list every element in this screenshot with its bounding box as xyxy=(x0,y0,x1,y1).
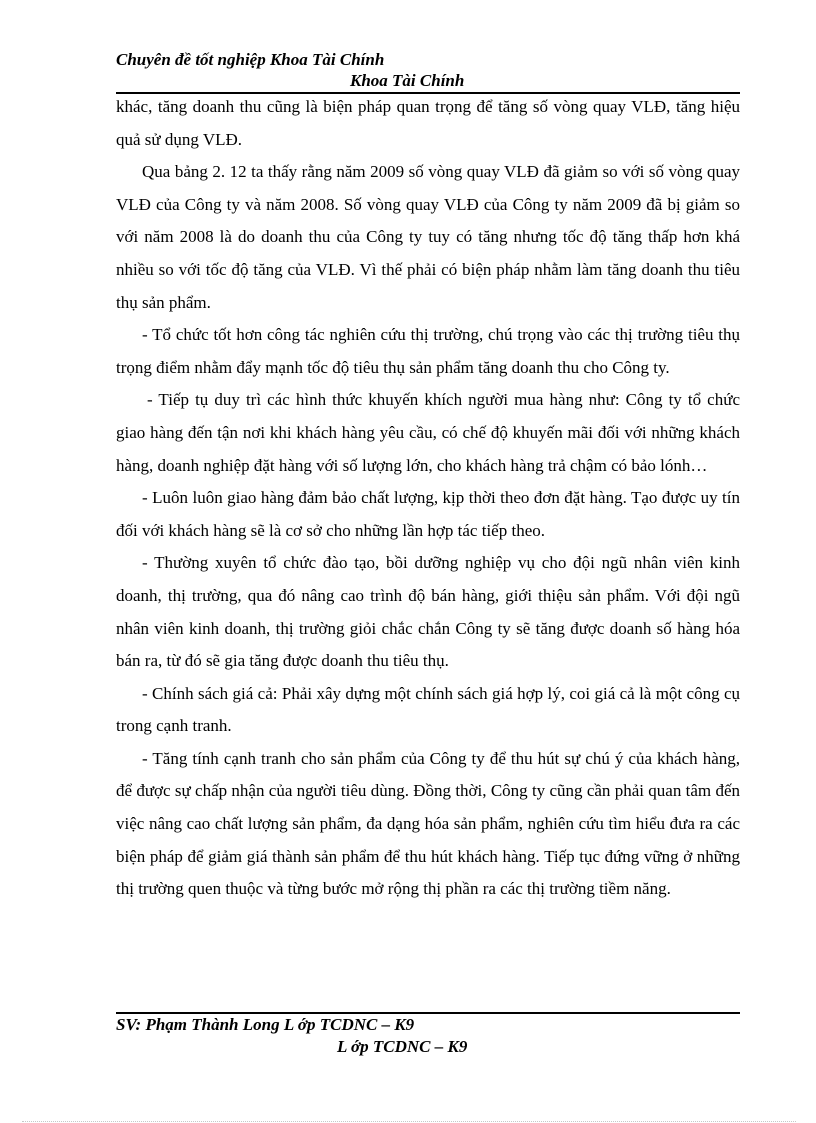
footer-student: SV: Phạm Thành Long L ớp TCDNC – K9 xyxy=(116,1015,415,1034)
header-subtitle: Khoa Tài Chính xyxy=(350,71,465,90)
header-title: Chuyên đề tốt nghiệp Khoa Tài Chính xyxy=(116,50,385,69)
document-body xyxy=(116,91,740,906)
paragraph-pricing: - Chính sách giá cả: Phải xây dựng một chính sách giá hợp lý, coi giá cả là một công cụ trong cạnh tranh. xyxy=(116,683,740,736)
paragraph-training: - Thường xuyên tổ chức đào tạo, bồi dưỡng nghiệp vụ cho đội ngũ nhân viên kinh doanh, thị trường, qua đó nâng cao trình độ bán hàng, giới thiệu sản phẩm. Với đội ngũ nhân viên kinh doanh, thị trường giỏi chắc chắn Công ty sẽ tăng được doanh số hàng hóa bán ra, từ đó sẽ gia tăng được doanh thu tiêu thụ. xyxy=(116,553,740,671)
paragraph-analysis: Qua bảng 2. 12 ta thấy rằng năm 2009 số vòng quay VLĐ đã giảm so với số vòng quay VLĐ của Công ty và năm 2008. Số vòng quay VLĐ của Công ty năm 2009 đã bị giảm so với năm 2008 là do doanh thu của Công ty tuy có tăng nhưng tốc độ tăng thấp hơn khá nhiều so với tốc độ tăng của VLĐ. Vì thế phải có biện pháp nhằm làm tăng doanh thu tiêu thụ sản phẩm. xyxy=(116,162,740,312)
footer-rule xyxy=(116,1012,740,1014)
page-edge-dots xyxy=(22,1121,796,1122)
paragraph-promotion: - Tiếp tụ duy trì các hình thức khuyến khích người mua hàng như: Công ty tổ chức giao hàng đến tận nơi khi khách hàng yêu cầu, có chế độ khuyến mãi đối với những khách hàng, doanh nghiệp đặt hàng với số lượng lớn, cho khách hàng trả chậm có bảo lónh… xyxy=(116,390,740,475)
paragraph-delivery: - Luôn luôn giao hàng đảm bảo chất lượng, kịp thời theo đơn đặt hàng. Tạo được uy tín đối với khách hàng sẽ là cơ sở cho những lần hợp tác tiếp theo. xyxy=(116,488,740,540)
paragraph-market-research: - Tổ chức tốt hơn công tác nghiên cứu thị trường, chú trọng vào các thị trường tiêu thụ trọng điểm nhằm đẩy mạnh tốc độ tiêu thụ sản phẩm tăng doanh thu cho Công ty. xyxy=(116,325,740,377)
paragraph-continuation: khác, tăng doanh thu cũng là biện pháp quan trọng để tăng số vòng quay VLĐ, tăng hiệu quả sử dụng VLĐ. xyxy=(116,97,740,149)
footer-class: L ớp TCDNC – K9 xyxy=(337,1037,468,1056)
paragraph-competitiveness: - Tăng tính cạnh tranh cho sản phẩm của Công ty để thu hút sự chú ý của khách hàng, để được sự chấp nhận của người tiêu dùng. Đồng thời, Công ty cũng cần phải quan tâm đến việc nâng cao chất lượng sản phẩm, đa dạng hóa sản phẩm, nghiên cứu tìm hiểu đưa ra các biện pháp để giảm giá thành sản phẩm để thu hút khách hàng. Tiếp tục đứng vững ở những thị trường quen thuộc và từng bước mở rộng thị phần ra các thị trường tiềm năng. xyxy=(116,748,740,899)
